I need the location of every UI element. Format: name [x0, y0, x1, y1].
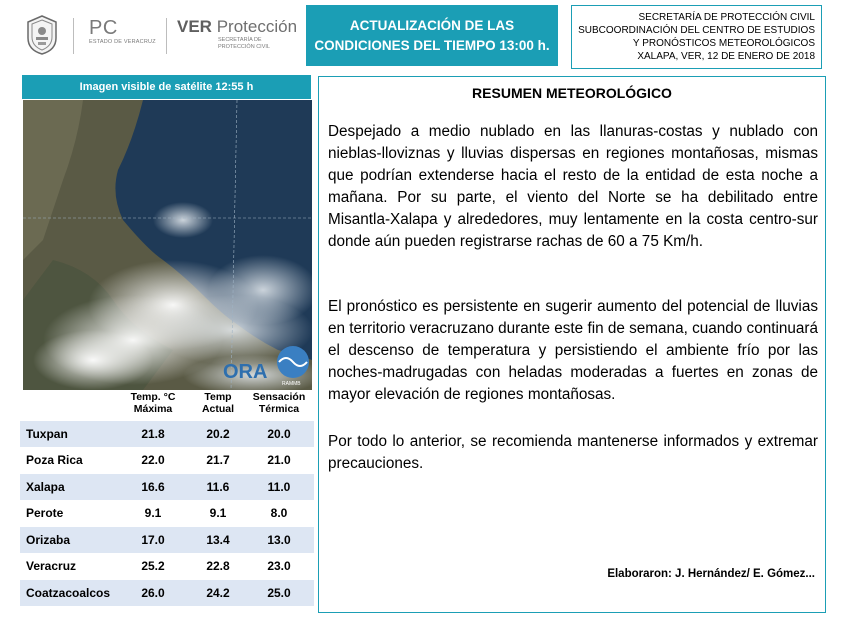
agency-line: SECRETARÍA DE PROTECCIÓN CIVIL	[638, 12, 815, 23]
ver-logo-subtitle: SECRETARÍA DE PROTECCIÓN CIVIL	[218, 37, 270, 50]
table-row	[20, 447, 314, 473]
satellite-image-title: Imagen visible de satélite 12:55 h	[22, 75, 311, 99]
table-row	[20, 500, 314, 526]
city-cell: Orizaba	[26, 533, 71, 547]
agency-line: XALAPA, VER, 12 DE ENERO DE 2018	[637, 51, 815, 62]
agency-info-box	[571, 5, 822, 69]
ver-logo-bold: VER	[177, 17, 212, 36]
city-cell: Xalapa	[26, 480, 65, 494]
table-row	[20, 553, 314, 579]
max-cell: 16.6	[141, 480, 165, 494]
watermark-text: ORA	[223, 361, 268, 383]
actual-cell: 9.1	[209, 506, 227, 520]
sensation-cell: 23.0	[267, 559, 291, 573]
actual-cell: 13.4	[206, 533, 230, 547]
max-cell: 17.0	[141, 533, 165, 547]
table-row	[20, 474, 314, 500]
satellite-image	[23, 100, 312, 390]
sensation-cell: 21.0	[267, 453, 291, 467]
sensation-cell: 25.0	[267, 586, 291, 600]
summary-paragraph: Despejado a medio nublado en las llanuras-costas y nublado con nieblas-lloviznas y lluvias dispersas en regiones montañosas, mismas que podrían extenderse hacia el resto de la entidad de esta noche a mañana. Por su parte, el viento del Norte se ha debilitado entre Misantla-Xalapa y alrededores, muy lentamente en la costa centro-sur donde aún pueden registrarse rachas de 60 a 75 Km/h.	[328, 123, 818, 250]
actual-cell: 22.8	[206, 559, 230, 573]
max-cell: 26.0	[141, 586, 165, 600]
header-max-temp: Temp. °C Máxima	[130, 391, 176, 415]
city-cell: Coatzacoalcos	[26, 586, 111, 600]
summary-paragraph: El pronóstico es persistente en sugerir aumento del potencial de lluvias en territorio veracruzano durante este fin de semana, cuando continuará el descenso de temperatura y persistiendo el ambiente frío por las noches-madrugadas con heladas moderadas a fuertes en zonas de mayor elevación de regiones montañosas.	[328, 298, 818, 403]
table-row	[20, 580, 314, 606]
weather-summary-panel	[318, 76, 826, 613]
authors-credit: Elaboraron: J. Hernández/ E. Gómez...	[607, 568, 815, 580]
actual-cell: 21.7	[206, 453, 230, 467]
max-cell: 21.8	[141, 427, 165, 441]
satellite-map-graphic	[23, 100, 312, 390]
summary-paragraph: Por todo lo anterior, se recomienda mantenerse informados y extremar precauciones.	[328, 433, 818, 472]
header-logos	[0, 0, 300, 72]
city-cell: Perote	[26, 506, 64, 520]
actual-cell: 24.2	[206, 586, 230, 600]
table-row	[20, 527, 314, 553]
sensation-cell: 11.0	[267, 480, 291, 494]
city-cell: Poza Rica	[26, 453, 83, 467]
ver-proteccion-logo	[177, 17, 297, 37]
sensation-cell: 8.0	[270, 506, 288, 520]
update-time-banner: ACTUALIZACIÓN DE LAS CONDICIONES DEL TIEMPO 13:00 h.	[306, 5, 558, 66]
logo-divider	[73, 18, 74, 54]
sensation-cell: 20.0	[267, 427, 291, 441]
agency-line: SUBCOORDINACIÓN DEL CENTRO DE ESTUDIOS	[578, 25, 815, 36]
pc-logo-subtitle: ESTADO DE VERACRUZ	[89, 39, 156, 45]
max-cell: 9.1	[144, 506, 162, 520]
table-row	[20, 421, 314, 447]
header-sensation: Sensación Térmica	[252, 391, 306, 415]
state-seal-icon	[22, 14, 62, 56]
sensation-cell: 13.0	[267, 533, 291, 547]
actual-cell: 11.6	[206, 480, 230, 494]
city-cell: Veracruz	[26, 559, 77, 573]
header-actual-temp: Temp Actual	[201, 391, 235, 415]
city-cell: Tuxpan	[26, 427, 68, 441]
summary-title: RESUMEN METEOROLÓGICO	[472, 85, 672, 101]
agency-line: Y PRONÓSTICOS METEOROLÓGICOS	[632, 38, 815, 49]
logo-divider	[166, 18, 167, 54]
actual-cell: 20.2	[206, 427, 230, 441]
max-cell: 25.2	[141, 559, 165, 573]
ver-logo-rest: Protección	[216, 17, 298, 36]
watermark-sub: RAMMB	[282, 381, 301, 387]
pc-logo-text: PC	[89, 17, 118, 39]
max-cell: 22.0	[141, 453, 165, 467]
